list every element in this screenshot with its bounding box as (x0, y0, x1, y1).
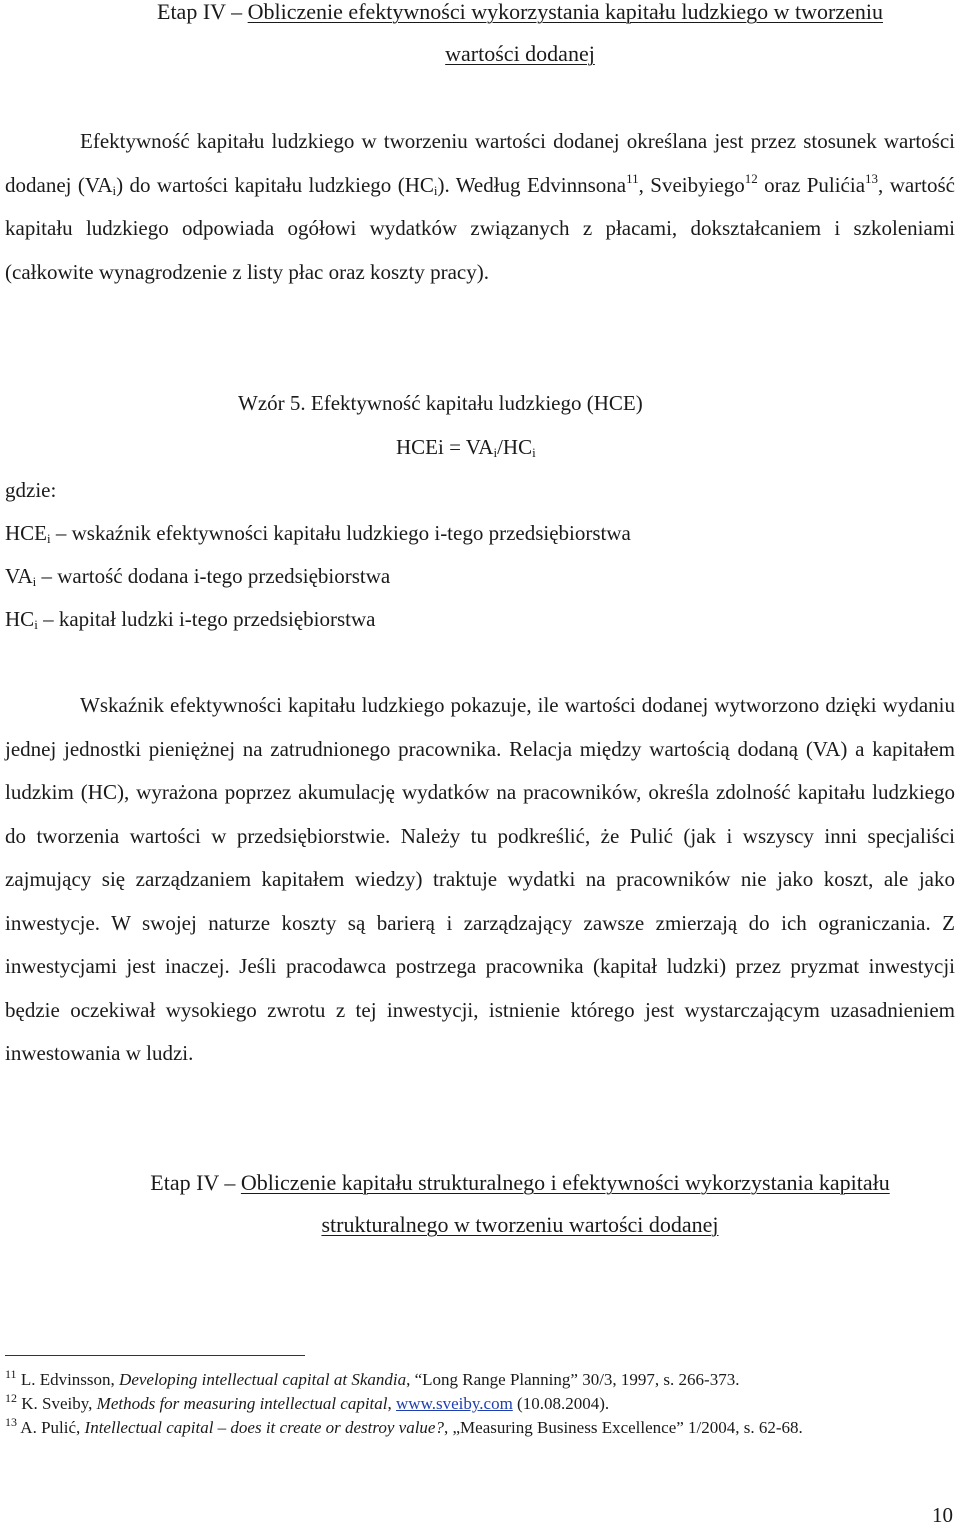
footnote-number: 13 (5, 1415, 17, 1429)
legend-symbol: HCE (5, 521, 47, 545)
formula-part-a: HCEi = VA (396, 435, 494, 459)
footnote-ref-13[interactable]: 13 (865, 170, 879, 186)
para1-text-a: Efektywność kapitału ludzkiego w tworzeniu wartości dodanej określana jest przez stosunek wartości dodanej (VA (5, 129, 955, 197)
para1-text-c: ). Według Edvinnsona (437, 172, 627, 197)
footnote-text: , (387, 1394, 397, 1413)
footnote-title: Developing intellectual capital at Skandia (119, 1370, 407, 1389)
section-heading-2 (50, 1162, 960, 1246)
footnote-text: (10.08.2004). (512, 1394, 610, 1413)
section-heading-1 (60, 0, 960, 75)
legend-item-hc (5, 604, 375, 634)
footnote-separator (5, 1355, 305, 1356)
footnote-title: Methods for measuring intellectual capital (96, 1394, 388, 1413)
para1-text-d: , Sveibyiego (638, 172, 745, 197)
formula-part-b: /HC (497, 435, 533, 459)
footnote-text: L. Edvinsson, (16, 1370, 120, 1389)
para1-text-f: , wartość kapitału ludzkiego odpowiada ogółowi wydatków związanych z płacami, dokształcaniem i szkoleniami (całkowite wynagrodzenie z listy płac oraz koszty pracy). (5, 172, 955, 284)
heading-dash: – (231, 0, 243, 24)
formula-equation (396, 432, 536, 462)
para1-text-b: ) do wartości kapitału ludzkiego (HC (116, 172, 434, 197)
footnote-text: K. Sveiby, (17, 1394, 97, 1413)
para1-text-e: oraz Pulićia (757, 172, 866, 197)
footnote-13 (5, 1416, 945, 1440)
para1-sub-1: i (112, 182, 117, 198)
legend-text: – kapitał ludzki i-tego przedsiębiorstwa (37, 607, 376, 631)
legend-symbol-sub: i (47, 531, 51, 546)
footnote-text: , „Measuring Business Excellence” 1/2004, s. 62-68. (443, 1418, 803, 1437)
legend-text: – wskaźnik efektywności kapitału ludzkiego i-tego przedsiębiorstwa (50, 521, 631, 545)
legend-intro: gdzie: (5, 478, 57, 502)
footnote-12 (5, 1392, 955, 1416)
heading-title-line1: Obliczenie kapitału strukturalnego i efektywności wykorzystania kapitału (240, 1170, 890, 1195)
paragraph-1 (5, 120, 955, 294)
footnote-11 (5, 1368, 955, 1392)
formula-sub-2: i (532, 445, 536, 460)
legend-text: – wartość dodana i-tego przedsiębiorstwa (36, 564, 391, 588)
sveiby-link[interactable]: www.sveiby.com (396, 1394, 513, 1413)
footnote-number: 11 (5, 1367, 17, 1381)
legend-item-va (5, 561, 390, 591)
legend-symbol-sub: i (34, 617, 38, 632)
footnote-text: , “Long Range Planning” 30/3, 1997, s. 266-373. (406, 1370, 740, 1389)
heading-dash: – (224, 1170, 236, 1195)
legend-symbol: HC (5, 607, 35, 631)
paragraph-2: Wskaźnik efektywności kapitału ludzkiego pokazuje, ile wartości dodanej wytworzono dzięki wydaniu jednej jednostki pieniężnej na zatrudnionego pracownika. Relacja między wartością dodaną (VA) a kapitałem ludzkim (HC), wyrażona poprzez akumulację wydatków na pracowników, określa zdolność kapitału ludzkiego do tworzenia wartości w przedsiębiorstwie. Należy tu podkreślić, że Pulić (jak i wszyscy inni specjaliści zajmujący się zarządzaniem kapitałem wiedzy) traktuje wydatki na pracowników nie jako koszt, ale jako inwestycje. W swojej naturze koszty są barierą i zarządzający zawsze zmierzają do ich ograniczania. Z inwestycjami jest inaczej. Jeśli pracodawca postrzega pracownika (kapitał ludzki) przez pryzmat inwestycji będzie oczekiwał wysokiego zwrotu z tej inwestycji, istnienie którego jest wystarczającym uzasadnieniem inwestowania w ludzi. (5, 693, 955, 1065)
heading-prefix: Etap IV (150, 1170, 219, 1195)
legend-symbol-sub: i (32, 574, 37, 589)
heading-title-line1: Obliczenie efektywności wykorzystania kapitału ludzkiego w tworzeniu (247, 0, 883, 24)
page-number: 10 (932, 1503, 953, 1527)
heading-title-line2: wartości dodanej (445, 41, 595, 66)
legend-item-hce (5, 518, 631, 548)
footnote-ref-12[interactable]: 12 (744, 170, 758, 186)
footnote-ref-11[interactable]: 11 (626, 170, 639, 186)
heading-prefix: Etap IV (157, 0, 226, 24)
legend-symbol: VA (5, 564, 33, 588)
para1-sub-2: i (433, 182, 438, 198)
footnote-title: Intellectual capital – does it create or destroy value? (84, 1418, 444, 1437)
heading-title-line2: strukturalnego w tworzeniu wartości dodanej (321, 1212, 719, 1237)
footnote-number: 12 (5, 1391, 17, 1405)
formula-caption: Wzór 5. Efektywność kapitału ludzkiego (HCE) (238, 391, 643, 415)
footnote-text: A. Pulić, (17, 1418, 85, 1437)
formula-sub-1: i (493, 445, 498, 460)
